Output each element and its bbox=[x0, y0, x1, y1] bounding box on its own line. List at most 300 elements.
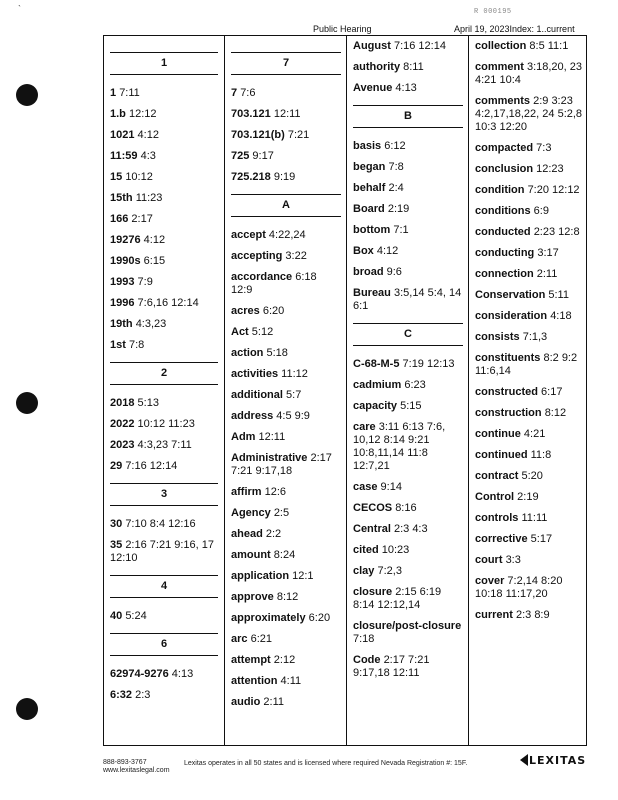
index-term: corrective bbox=[475, 533, 528, 545]
index-term: comments bbox=[475, 95, 531, 107]
index-page-refs: 2:17 7:21 9:17,18 12:11 bbox=[353, 654, 430, 679]
index-page-refs: 2:23 12:8 bbox=[533, 226, 580, 238]
index-page-refs: 12:6 bbox=[264, 486, 287, 498]
index-entry bbox=[475, 491, 583, 504]
index-section-header: 1 bbox=[110, 52, 218, 75]
index-term: application bbox=[231, 570, 290, 582]
index-entry bbox=[110, 460, 218, 473]
index-entry bbox=[110, 668, 218, 681]
index-page-refs: 6:12 bbox=[384, 140, 406, 152]
index-page-refs: 9:6 bbox=[386, 266, 402, 278]
index-term: action bbox=[231, 347, 264, 359]
index-term: arc bbox=[231, 633, 248, 645]
index-entry bbox=[353, 502, 463, 515]
index-page-refs: 4:22,24 bbox=[268, 229, 306, 241]
index-term: closure/post-closure bbox=[353, 620, 462, 632]
index-page-refs: 5:17 bbox=[530, 533, 553, 545]
index-page-refs: 7:8 bbox=[388, 161, 404, 173]
index-term: C-68-M-5 bbox=[353, 358, 400, 370]
index-entry bbox=[475, 407, 583, 420]
index-term: collection bbox=[475, 40, 527, 52]
index-entry bbox=[475, 142, 583, 155]
index-entry bbox=[231, 591, 341, 604]
index-page-refs: 4:13 bbox=[171, 668, 194, 680]
index-term: began bbox=[353, 161, 386, 173]
index-page-refs: 11:23 bbox=[135, 192, 163, 204]
index-page-refs: 8:12 bbox=[544, 407, 567, 419]
index-term: compacted bbox=[475, 142, 534, 154]
index-page-refs: 12:11 bbox=[258, 431, 286, 443]
index-term: contract bbox=[475, 470, 519, 482]
index-page-refs: 2:11 bbox=[263, 696, 284, 708]
index-page-refs: 7:10 8:4 12:16 bbox=[125, 518, 196, 530]
index-term: 2018 bbox=[110, 397, 135, 409]
index-section-header: 7 bbox=[231, 52, 341, 75]
footer-phone: 888-893-3767 bbox=[103, 759, 147, 766]
index-column-2 bbox=[231, 36, 341, 745]
index-entry bbox=[110, 689, 218, 702]
index-term: 62974-9276 bbox=[110, 668, 169, 680]
index-page-refs: 5:13 bbox=[137, 397, 159, 409]
index-term: Control bbox=[475, 491, 515, 503]
index-entry bbox=[353, 245, 463, 258]
index-entry bbox=[231, 486, 341, 499]
index-term: Act bbox=[231, 326, 249, 338]
index-page-refs: 4:12 bbox=[143, 234, 166, 246]
index-page-refs: 6:18 12:9 bbox=[231, 271, 317, 296]
index-entry bbox=[110, 108, 218, 121]
index-page-refs: 2:2 bbox=[265, 528, 282, 540]
index-entry bbox=[231, 271, 341, 297]
index-entry bbox=[475, 470, 583, 483]
index-grid bbox=[103, 35, 587, 746]
index-entry bbox=[231, 229, 341, 242]
index-entry bbox=[353, 523, 463, 536]
index-term: bottom bbox=[353, 224, 391, 236]
index-term: connection bbox=[475, 268, 534, 280]
index-term: Code bbox=[353, 654, 381, 666]
index-entry bbox=[110, 87, 218, 100]
index-entry bbox=[353, 400, 463, 413]
index-page-refs: 5:7 bbox=[286, 389, 302, 401]
index-term: 2022 bbox=[110, 418, 135, 430]
index-page-refs: 8:12 bbox=[276, 591, 299, 603]
column-divider bbox=[224, 36, 225, 745]
index-entry bbox=[231, 431, 341, 444]
index-term: 725 bbox=[231, 150, 250, 162]
index-term: 19th bbox=[110, 318, 133, 330]
index-page-refs: 7:19 12:13 bbox=[402, 358, 455, 370]
index-entry bbox=[353, 40, 463, 53]
index-entry bbox=[231, 410, 341, 423]
index-term: authority bbox=[353, 61, 401, 73]
index-page-refs: 5:24 bbox=[125, 610, 147, 622]
index-term: cited bbox=[353, 544, 379, 556]
logo-triangle-icon bbox=[520, 754, 528, 766]
index-term: 11:59 bbox=[110, 150, 138, 162]
index-section-header: 6 bbox=[110, 633, 218, 656]
index-term: 1 bbox=[110, 87, 117, 99]
index-term: court bbox=[475, 554, 503, 566]
index-entry bbox=[475, 289, 583, 302]
index-page-refs: 4:5 9:9 bbox=[276, 410, 310, 422]
index-entry bbox=[231, 347, 341, 360]
index-entry bbox=[475, 163, 583, 176]
index-section-header: 3 bbox=[110, 483, 218, 506]
index-page-refs: 7:3 bbox=[536, 142, 552, 154]
index-page-refs: 5:20 bbox=[521, 470, 543, 482]
bates-stamp: R 000195 bbox=[474, 8, 512, 16]
index-term: controls bbox=[475, 512, 519, 524]
index-entry bbox=[110, 539, 218, 565]
index-term: current bbox=[475, 609, 513, 621]
index-entry bbox=[475, 247, 583, 260]
index-term: acres bbox=[231, 305, 260, 317]
index-term: activities bbox=[231, 368, 279, 380]
column-divider bbox=[468, 36, 469, 745]
punch-hole-icon bbox=[16, 698, 38, 720]
index-page-refs: 7:6 bbox=[240, 87, 256, 99]
index-page-refs: 4:18 bbox=[550, 310, 572, 322]
index-page-refs: 3:17 bbox=[537, 247, 559, 259]
index-page-refs: 6:9 bbox=[533, 205, 549, 217]
index-page-refs: 3:5,14 5:4, 14 6:1 bbox=[353, 287, 462, 312]
index-entry bbox=[231, 368, 341, 381]
index-entry bbox=[353, 654, 463, 680]
index-entry bbox=[353, 82, 463, 95]
index-entry bbox=[353, 620, 463, 646]
index-page-refs: 7:2,14 8:20 10:18 11:17,20 bbox=[475, 575, 563, 600]
index-page-refs: 7:2,3 bbox=[377, 565, 402, 577]
index-term: 2023 bbox=[110, 439, 135, 451]
index-term: 6:32 bbox=[110, 689, 133, 701]
index-entry bbox=[353, 61, 463, 74]
column-divider bbox=[346, 36, 347, 745]
index-term: accepting bbox=[231, 250, 283, 262]
index-entry bbox=[110, 213, 218, 226]
index-entry bbox=[475, 61, 583, 87]
index-entry bbox=[475, 310, 583, 323]
index-term: conducting bbox=[475, 247, 535, 259]
index-page-refs: 2:16 7:21 9:16, 17 12:10 bbox=[110, 539, 214, 564]
index-page-refs: 2:5 bbox=[273, 507, 290, 519]
index-entry bbox=[353, 266, 463, 279]
footer-website: www.lexitaslegal.com bbox=[103, 767, 170, 774]
index-entry bbox=[231, 612, 341, 625]
index-page-refs: 2:3 bbox=[135, 689, 151, 701]
index-term: accept bbox=[231, 229, 266, 241]
index-entry bbox=[475, 575, 583, 601]
index-entry bbox=[231, 87, 341, 100]
index-term: attention bbox=[231, 675, 278, 687]
lexitas-logo bbox=[520, 754, 586, 767]
index-page-refs: 10:23 bbox=[381, 544, 410, 556]
index-entry bbox=[353, 140, 463, 153]
index-term: comment bbox=[475, 61, 524, 73]
index-entry bbox=[475, 352, 583, 378]
index-page-refs: 2:11 bbox=[536, 268, 558, 280]
index-term: cadmium bbox=[353, 379, 402, 391]
index-entry bbox=[475, 449, 583, 462]
index-entry bbox=[231, 452, 341, 478]
index-page-refs: 3:11 6:13 7:6, 10,12 8:14 9:21 10:8,11,14 11:8 12:7,21 bbox=[353, 421, 446, 472]
index-entry bbox=[110, 255, 218, 268]
index-page-refs: 12:1 bbox=[292, 570, 314, 582]
index-page-refs: 5:15 bbox=[400, 400, 422, 412]
index-page-refs: 6:20 bbox=[262, 305, 285, 317]
index-term: broad bbox=[353, 266, 384, 278]
index-page-refs: 2:9 3:23 4:2,17,18,22, 24 5:2,8 10:3 12:20 bbox=[475, 95, 583, 133]
index-term: 7 bbox=[231, 87, 238, 99]
index-entry bbox=[353, 358, 463, 371]
index-entry bbox=[231, 696, 341, 709]
index-term: condition bbox=[475, 184, 525, 196]
index-term: capacity bbox=[353, 400, 398, 412]
index-term: Bureau bbox=[353, 287, 391, 299]
index-entry bbox=[110, 276, 218, 289]
index-term: ahead bbox=[231, 528, 263, 540]
index-page-refs: 5:11 bbox=[548, 289, 569, 301]
index-entry bbox=[353, 203, 463, 216]
index-page-refs: 4:13 bbox=[395, 82, 417, 94]
index-entry bbox=[231, 250, 341, 263]
index-term: 30 bbox=[110, 518, 123, 530]
index-entry bbox=[475, 95, 583, 134]
index-term: 1.b bbox=[110, 108, 126, 120]
index-term: additional bbox=[231, 389, 283, 401]
index-page-refs: 4:12 bbox=[376, 245, 399, 257]
index-term: 703.121(b) bbox=[231, 129, 285, 141]
index-section-header: A bbox=[231, 194, 341, 217]
index-section-header: B bbox=[353, 105, 463, 128]
index-term: 1993 bbox=[110, 276, 135, 288]
index-page-refs: 7:8 bbox=[128, 339, 145, 351]
index-page-refs: 9:14 bbox=[380, 481, 402, 493]
index-page-refs: 8:24 bbox=[273, 549, 296, 561]
index-page-refs: 6:17 bbox=[541, 386, 563, 398]
index-page-refs: 11:11 bbox=[521, 512, 548, 524]
index-entry bbox=[231, 171, 341, 184]
index-page-refs: 7:11 bbox=[119, 87, 140, 99]
index-term: approve bbox=[231, 591, 274, 603]
page-title: Public Hearing bbox=[313, 24, 372, 34]
index-page-refs: 2:3 8:9 bbox=[515, 609, 550, 621]
index-term: 40 bbox=[110, 610, 123, 622]
index-page-refs: 7:18 bbox=[353, 633, 375, 645]
index-page-refs: 2:17 bbox=[131, 213, 153, 225]
index-entry bbox=[110, 518, 218, 531]
index-entry bbox=[110, 192, 218, 205]
index-column-3 bbox=[353, 36, 463, 745]
index-entry bbox=[475, 184, 583, 197]
index-entry bbox=[475, 512, 583, 525]
index-entry bbox=[475, 226, 583, 239]
index-entry bbox=[231, 507, 341, 520]
index-entry bbox=[231, 528, 341, 541]
index-term: audio bbox=[231, 696, 261, 708]
index-page-refs: 6:20 bbox=[308, 612, 331, 624]
index-entry bbox=[231, 129, 341, 142]
index-entry bbox=[353, 287, 463, 313]
index-column-4 bbox=[475, 36, 583, 745]
index-term: August bbox=[353, 40, 391, 52]
index-entry bbox=[475, 428, 583, 441]
index-entry bbox=[353, 182, 463, 195]
index-page-refs: 3:3 bbox=[505, 554, 521, 566]
index-page-refs: 8:16 bbox=[395, 502, 417, 514]
index-term: 15 bbox=[110, 171, 123, 183]
index-entry bbox=[353, 565, 463, 578]
index-term: affirm bbox=[231, 486, 262, 498]
index-page-refs: 6:15 bbox=[143, 255, 166, 267]
index-term: 1990s bbox=[110, 255, 141, 267]
index-page-refs: 7:6,16 12:14 bbox=[137, 297, 199, 309]
index-entry bbox=[110, 610, 218, 623]
page-index-range: April 19, 2023Index: 1..current bbox=[454, 24, 575, 34]
index-entry bbox=[110, 129, 218, 142]
index-entry bbox=[231, 654, 341, 667]
index-entry bbox=[231, 633, 341, 646]
index-entry bbox=[353, 544, 463, 557]
punch-hole-icon bbox=[16, 392, 38, 414]
index-term: 1996 bbox=[110, 297, 135, 309]
index-term: Avenue bbox=[353, 82, 393, 94]
index-term: 15th bbox=[110, 192, 133, 204]
index-entry bbox=[475, 331, 583, 344]
index-entry bbox=[110, 171, 218, 184]
index-entry bbox=[353, 481, 463, 494]
index-page-refs: 7:9 bbox=[137, 276, 153, 288]
index-entry bbox=[110, 150, 218, 163]
index-term: amount bbox=[231, 549, 271, 561]
index-term: cover bbox=[475, 575, 505, 587]
index-entry bbox=[231, 326, 341, 339]
index-page-refs: 3:22 bbox=[285, 250, 307, 262]
index-term: basis bbox=[353, 140, 382, 152]
index-term: continued bbox=[475, 449, 528, 461]
index-entry bbox=[475, 533, 583, 546]
index-term: Board bbox=[353, 203, 385, 215]
index-page-refs: 9:19 bbox=[273, 171, 296, 183]
index-page-refs: 11:8 bbox=[530, 449, 552, 461]
index-term: Central bbox=[353, 523, 391, 535]
index-page-refs: 4:3 bbox=[140, 150, 156, 162]
index-section-header: 2 bbox=[110, 362, 218, 385]
index-entry bbox=[231, 108, 341, 121]
corner-mark: ` bbox=[18, 4, 21, 14]
index-term: continue bbox=[475, 428, 521, 440]
index-page-refs: 5:18 bbox=[266, 347, 288, 359]
index-page-refs: 6:21 bbox=[250, 633, 273, 645]
index-page-refs: 7:20 12:12 bbox=[527, 184, 580, 196]
index-section-header: 4 bbox=[110, 575, 218, 598]
index-page-refs: 4:11 bbox=[280, 675, 302, 687]
index-page-refs: 10:12 11:23 bbox=[137, 418, 195, 430]
index-entry bbox=[475, 386, 583, 399]
index-page-refs: 10:12 bbox=[125, 171, 153, 183]
index-page-refs: 3:18,20, 23 4:21 10:4 bbox=[475, 61, 583, 86]
index-term: consists bbox=[475, 331, 520, 343]
index-term: closure bbox=[353, 586, 393, 598]
index-term: 35 bbox=[110, 539, 123, 551]
index-term: Agency bbox=[231, 507, 271, 519]
index-term: 29 bbox=[110, 460, 123, 472]
index-page-refs: 2:3 4:3 bbox=[393, 523, 428, 535]
index-entry bbox=[110, 397, 218, 410]
index-entry bbox=[110, 339, 218, 352]
index-column-1 bbox=[110, 36, 218, 745]
index-entry bbox=[110, 418, 218, 431]
index-page-refs: 12:12 bbox=[128, 108, 157, 120]
index-term: Administrative bbox=[231, 452, 308, 464]
index-entry bbox=[353, 224, 463, 237]
index-term: construction bbox=[475, 407, 542, 419]
index-page-refs: 7:21 bbox=[287, 129, 310, 141]
index-term: approximately bbox=[231, 612, 306, 624]
index-entry bbox=[110, 297, 218, 310]
index-entry bbox=[353, 161, 463, 174]
index-page-refs: 7:1 bbox=[393, 224, 409, 236]
index-section-header: C bbox=[353, 323, 463, 346]
index-page-refs: 2:15 6:19 8:14 12:12,14 bbox=[353, 586, 442, 611]
index-term: clay bbox=[353, 565, 375, 577]
index-entry bbox=[475, 268, 583, 281]
index-entry bbox=[110, 234, 218, 247]
index-entry bbox=[231, 570, 341, 583]
index-entry bbox=[475, 205, 583, 218]
index-term: consideration bbox=[475, 310, 548, 322]
index-term: case bbox=[353, 481, 378, 493]
index-page-refs: 8:2 9:2 11:6,14 bbox=[475, 352, 578, 377]
index-term: constituents bbox=[475, 352, 541, 364]
index-page-refs: 2:4 bbox=[388, 182, 404, 194]
index-entry bbox=[353, 586, 463, 612]
index-page-refs: 4:21 bbox=[523, 428, 546, 440]
index-page-refs: 6:23 bbox=[404, 379, 426, 391]
index-entry bbox=[110, 439, 218, 452]
index-term: 166 bbox=[110, 213, 129, 225]
index-page-refs: 2:19 bbox=[517, 491, 539, 503]
index-entry bbox=[110, 318, 218, 331]
index-term: behalf bbox=[353, 182, 386, 194]
index-term: conditions bbox=[475, 205, 531, 217]
index-page-refs: 4:12 bbox=[137, 129, 159, 141]
index-page-refs: 7:1,3 bbox=[522, 331, 548, 343]
index-entry bbox=[231, 549, 341, 562]
index-term: Box bbox=[353, 245, 374, 257]
index-page-refs: 4:3,23 7:11 bbox=[137, 439, 192, 451]
index-entry bbox=[231, 389, 341, 402]
index-term: 1st bbox=[110, 339, 126, 351]
index-term: Adm bbox=[231, 431, 256, 443]
index-page-refs: 2:17 7:21 9:17,18 bbox=[231, 452, 332, 477]
index-page-refs: 4:3,23 bbox=[135, 318, 167, 330]
footer-notice: Lexitas operates in all 50 states and is licensed where required Nevada Registration #: 15F. bbox=[184, 760, 468, 767]
footer-contact bbox=[103, 759, 170, 775]
index-page-refs: 5:12 bbox=[251, 326, 274, 338]
index-term: CECOS bbox=[353, 502, 393, 514]
index-term: 19276 bbox=[110, 234, 141, 246]
index-page-refs: 8:11 bbox=[403, 61, 424, 73]
index-page-refs: 2:12 bbox=[273, 654, 296, 666]
index-entry bbox=[231, 305, 341, 318]
index-term: Conservation bbox=[475, 289, 546, 301]
index-term: conducted bbox=[475, 226, 531, 238]
index-term: conclusion bbox=[475, 163, 534, 175]
punch-hole-icon bbox=[16, 84, 38, 106]
index-page-refs: 7:16 12:14 bbox=[393, 40, 446, 52]
index-page-refs: 2:19 bbox=[387, 203, 410, 215]
